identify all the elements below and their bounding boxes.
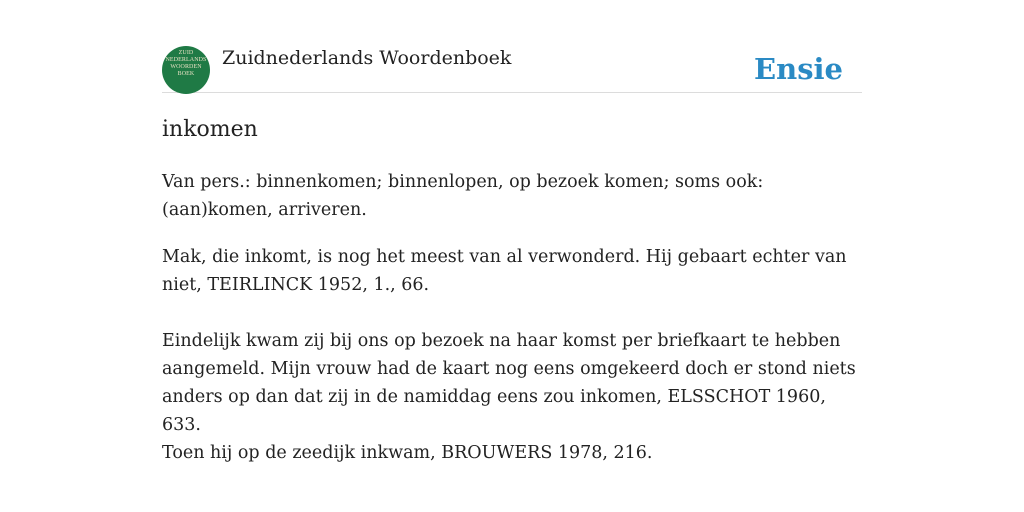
logo-line: NEDERLANDS [165,57,207,63]
header [162,46,862,93]
logo-text [162,50,210,78]
logo-line: BOEK [177,71,195,77]
example-quote: Eindelijk kwam zij bij ons op bezoek na haar komst per briefkaart te hebben aangemeld. Mijn vrouw had de kaart nog eens omgekeerd doch er stond niets anders op dan dat zij in de namiddag eens zou inkomen, ELSSCHOT 1960, 633. [162,331,856,435]
definition-text: Van pers.: binnenkomen; binnenlopen, op bezoek komen; soms ook: (aan)komen, arriveren. [162,172,764,220]
dictionary-name-link[interactable]: Zuidnederlands Woordenboek [222,47,512,69]
example-quote: Mak, die inkomt, is nog het meest van al verwonderd. Hij gebaart echter van niet, TEIRLINCK 1952, 1., 66. [162,247,847,295]
ensie-brand-logo[interactable]: Ensie [754,52,843,86]
logo-line: WOORDEN [170,64,202,70]
dictionary-logo[interactable] [162,46,210,94]
logo-line: ZUID [178,50,194,56]
headword: inkomen [162,117,258,142]
example-quote: Toen hij op de zeedijk inkwam, BROUWERS 1978, 216. [162,443,653,463]
